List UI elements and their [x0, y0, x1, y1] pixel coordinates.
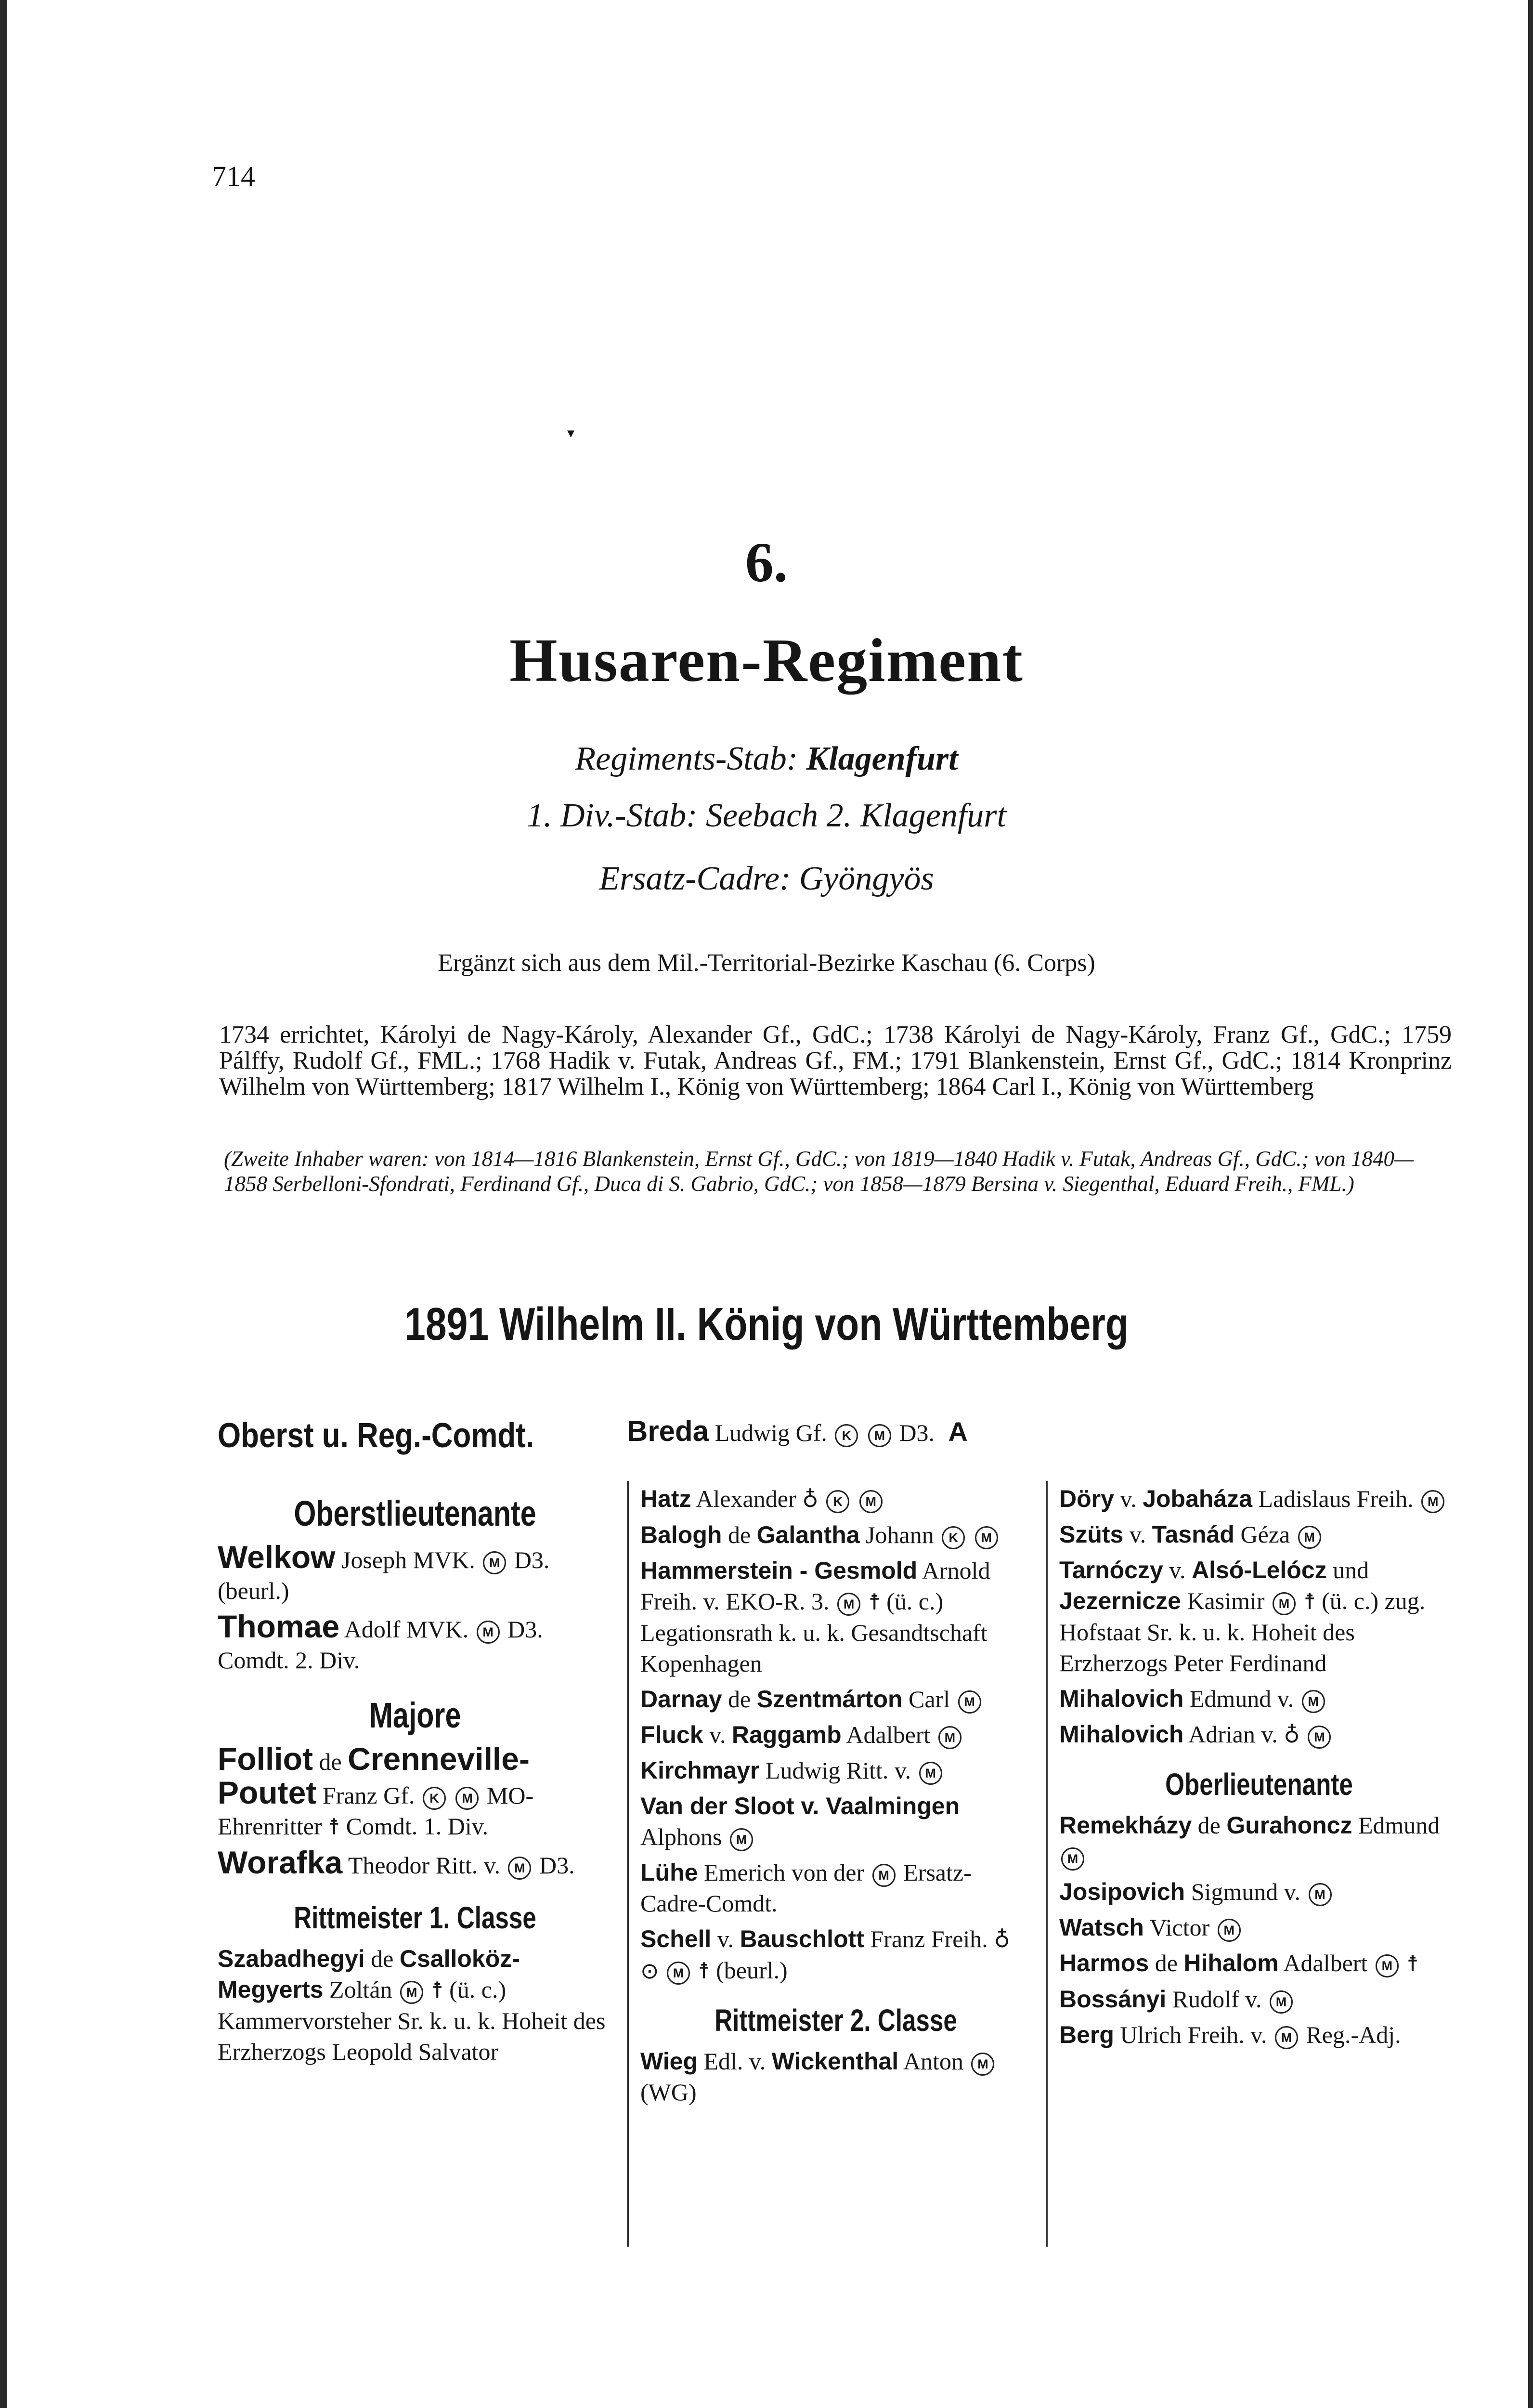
entry-kirchmayr — [640, 1755, 1031, 1786]
scan-edge-left — [0, 0, 7, 2408]
scan-edge-right — [1528, 0, 1533, 2408]
entry-name: Watsch — [1059, 1914, 1144, 1941]
m-badge-icon: M — [958, 1690, 981, 1714]
order-icon: ♁ — [802, 1486, 818, 1512]
ergaenzt-line: Ergänzt sich aus dem Mil.-Territorial-Bezirke Kaschau (6. Corps) — [438, 949, 1095, 977]
entry-name: Welkow — [218, 1539, 336, 1575]
entry-darnay — [640, 1684, 1031, 1714]
entry-text: Johann — [866, 1521, 934, 1548]
k-badge-icon: K — [826, 1490, 849, 1513]
entry-text: Comdt. 1. Div. — [346, 1813, 489, 1840]
m-badge-icon: M — [1218, 1919, 1241, 1942]
m-badge-icon: M — [1298, 1526, 1321, 1549]
entry-folliot — [218, 1743, 612, 1842]
m-badge-icon: M — [1421, 1490, 1444, 1513]
m-badge-icon: M — [1275, 2026, 1298, 2049]
entry-text: Joseph MVK. — [341, 1546, 475, 1573]
entry-text: de — [728, 1521, 751, 1548]
entry-bossanyi — [1059, 1984, 1459, 2015]
entry-hatz — [640, 1483, 1031, 1515]
order-icon: ♁ — [1284, 1722, 1300, 1748]
m-badge-icon: M — [1308, 1726, 1331, 1749]
entry-name: Jobaháza — [1143, 1485, 1253, 1512]
entry-text: Alexander — [696, 1485, 796, 1512]
entry-name: Tarnóczy — [1059, 1557, 1163, 1584]
entry-text: Adrian v. — [1188, 1721, 1278, 1748]
entry-text: Zoltán — [329, 1976, 392, 2003]
entry-text: D3. Comdt. 2. Div. — [218, 1616, 543, 1674]
entry-josipovich — [1059, 1876, 1459, 1907]
m-badge-icon: M — [837, 1593, 860, 1616]
cross-icon: ☨ — [1406, 1950, 1419, 1976]
entry-text: de — [1155, 1950, 1178, 1976]
entry-text: Adalbert — [846, 1721, 931, 1748]
entry-text: (ü. c.) Kammervorsteher Sr. k. u. k. Hoheit des Erzherzogs Leopold Salvator — [218, 1976, 606, 2065]
oberlieutenante-title: Oberlieutenante — [1165, 1767, 1353, 1802]
m-badge-icon: M — [1376, 1954, 1399, 1977]
cross-icon: ☨ — [431, 1977, 443, 2003]
m-badge-icon: M — [508, 1857, 531, 1880]
entry-name: Kirchmayr — [640, 1757, 760, 1784]
entry-text: Victor — [1149, 1914, 1210, 1941]
k-badge-icon: K — [942, 1526, 965, 1549]
entry-name: Mihalovich — [1059, 1721, 1184, 1748]
regiment-number: 6. — [745, 531, 788, 594]
entry-text: Theodor Ritt. v. — [348, 1852, 500, 1879]
entry-thomae — [218, 1611, 612, 1675]
division-stab: 1. Div.-Stab: Seebach 2. Klagenfurt — [527, 797, 1006, 834]
entry-text: Ersatz-Cadre-Comdt. — [640, 1859, 972, 1917]
entry-welkow — [218, 1539, 612, 1606]
entry-van-der-sloot — [640, 1791, 1031, 1852]
entry-text: Edmund — [1358, 1812, 1440, 1839]
entry-text: (WG) — [640, 2079, 697, 2106]
column-rule-2 — [1046, 1481, 1048, 2247]
entry-text: Ludwig Ritt. v. — [765, 1757, 911, 1784]
entry-name: Szabadhegyi — [218, 1945, 365, 1972]
entry-hammerstein — [640, 1555, 1031, 1679]
entry-worafka — [218, 1847, 612, 1881]
oberstlieutenante-title: Oberstlieutenante — [294, 1493, 536, 1533]
stray-mark: ▾ — [567, 425, 575, 441]
entry-text: MO-Ehrenritter — [218, 1782, 534, 1840]
entry-remekhazy — [1059, 1810, 1459, 1871]
entry-text: (ü. c.) Legationsrath k. u. k. Gesandtschaft Kopenhagen — [640, 1588, 987, 1677]
entry-text: v. — [717, 1925, 734, 1952]
entry-name: Bossányi — [1059, 1986, 1167, 2013]
entry-name: Lühe — [640, 1859, 698, 1886]
regiments-stab — [0, 740, 1533, 778]
entry-text: Franz Gf. — [322, 1782, 415, 1809]
column-2 — [640, 1483, 1031, 2112]
entry-name: Wieg — [640, 2048, 698, 2075]
k-badge-icon: K — [423, 1787, 446, 1810]
entry-text: Rudolf v. — [1172, 1986, 1262, 2013]
entry-text: Ladislaus Freih. — [1258, 1485, 1414, 1512]
entry-mihalovich-edmund — [1059, 1683, 1459, 1714]
m-badge-icon: M — [872, 1864, 896, 1887]
oberst-name: Breda — [627, 1415, 709, 1447]
entry-szuets — [1059, 1519, 1459, 1550]
majore-title: Majore — [369, 1695, 461, 1735]
regiment-title: Husaren-Regiment — [509, 626, 1024, 694]
entry-name: Mihalovich — [1059, 1685, 1184, 1712]
entry-text: D3. (beurl.) — [218, 1546, 550, 1604]
column-rule-1 — [627, 1481, 629, 2247]
m-badge-icon: M — [1309, 1883, 1332, 1906]
entry-name: Folliot — [218, 1741, 313, 1777]
inhaber-heading: 1891 Wilhelm II. König von Württemberg — [404, 1298, 1129, 1350]
m-badge-icon: M — [919, 1762, 942, 1785]
entry-doery — [1059, 1483, 1459, 1514]
m-badge-icon: M — [1061, 1847, 1084, 1871]
oberst-entry — [627, 1416, 968, 1448]
entry-name: Fluck — [640, 1721, 703, 1748]
entry-text: D3. — [539, 1852, 575, 1879]
cross-icon: ☨ — [1303, 1588, 1316, 1614]
entry-name: Hatz — [640, 1485, 691, 1512]
m-badge-icon: M — [859, 1490, 883, 1513]
ersatz-cadre: Ersatz-Cadre: Gyöngyös — [599, 860, 934, 897]
entry-text: Sigmund v. — [1191, 1878, 1301, 1905]
entry-name: Szüts — [1059, 1521, 1124, 1548]
entry-name: Harmos — [1059, 1950, 1149, 1976]
entry-text: Reg.-Adj. — [1306, 2021, 1401, 2048]
entry-name: Raggamb — [731, 1721, 842, 1748]
entry-name: Remekházy — [1059, 1812, 1192, 1839]
m-badge-icon: M — [400, 1981, 423, 2004]
entry-schell — [640, 1924, 1031, 1986]
m-badge-icon: M — [938, 1726, 961, 1749]
entry-text: de — [1197, 1812, 1221, 1839]
entry-text: Edl. v. — [703, 2048, 766, 2075]
column-1 — [218, 1483, 612, 2072]
entry-name: Darnay — [640, 1686, 722, 1713]
entry-watsch — [1059, 1912, 1459, 1943]
entry-balogh — [640, 1519, 1031, 1550]
entry-luehe — [640, 1857, 1031, 1919]
m-badge-icon: M — [868, 1424, 891, 1447]
cross-icon: ☨ — [868, 1589, 881, 1615]
entry-text: Ulrich Freih. v. — [1120, 2021, 1267, 2048]
oberst-label: Oberst u. Reg.-Comdt. — [218, 1416, 534, 1455]
entry-text: Franz Freih. — [870, 1925, 988, 1952]
entry-text: Géza — [1240, 1521, 1290, 1548]
entry-name: Balogh — [640, 1521, 722, 1548]
entry-fluck — [640, 1719, 1031, 1750]
entry-text: und — [1333, 1557, 1369, 1584]
m-badge-icon: M — [975, 1526, 998, 1549]
entry-text: de — [371, 1945, 394, 1972]
entry-name: Galantha — [756, 1521, 860, 1548]
entry-name: Van der Sloot v. Vaalmingen — [640, 1793, 960, 1819]
entry-name: Wickenthal — [771, 2048, 899, 2075]
column-3 — [1059, 1483, 1459, 2055]
cross-icon: ☨ — [698, 1958, 710, 1984]
entry-text: Kasimir — [1187, 1587, 1265, 1614]
entry-text: Arnold Freih. v. EKO-R. 3. — [640, 1557, 990, 1615]
entry-name: Bauschlott — [740, 1925, 864, 1952]
m-badge-icon: M — [1302, 1690, 1325, 1713]
entry-name: Jezernicze — [1059, 1587, 1181, 1614]
rittmeister-2-title: Rittmeister 2. Classe — [715, 2003, 957, 2038]
oberst-note: A — [948, 1416, 968, 1447]
m-badge-icon: M — [455, 1787, 479, 1810]
history-paragraph: 1734 errichtet, Károlyi de Nagy-Károly, Alexander Gf., GdC.; 1738 Károlyi de Nagy-Károly, Franz Gf., GdC.; 1759 Pálffy, Rudolf Gf., FML.; 1768 Hadik v. Futak, Andreas Gf., FM.; 1791 Blankenstein, Ernst Gf., GdC.; 1814 Kronprinz Wilhelm von Württemberg; 1817 Wilhelm I., König von Württemberg; 1864 Carl I., König von Württemberg — [219, 1021, 1452, 1100]
m-badge-icon: M — [477, 1621, 500, 1644]
entry-name: Josipovich — [1059, 1878, 1185, 1905]
circle-dot-icon: ⊙ — [640, 1958, 659, 1984]
entry-name: Thomae — [218, 1609, 340, 1644]
m-badge-icon: M — [730, 1828, 753, 1851]
entry-name: Csalloköz-Megyerts — [218, 1945, 520, 2003]
entry-text: v. — [1129, 1521, 1146, 1548]
entry-text: Edmund v. — [1189, 1685, 1294, 1712]
entry-text: Carl — [909, 1686, 950, 1713]
entry-harmos — [1059, 1948, 1459, 1979]
entry-name: Tasnád — [1152, 1521, 1234, 1548]
entry-text: (ü. c.) zug. Hofstaat Sr. k. u. k. Hoheit des Erzherzogs Peter Ferdinand — [1059, 1587, 1426, 1676]
entry-name: Worafka — [218, 1845, 343, 1880]
entry-text: v. — [1169, 1557, 1186, 1584]
cross-icon: ☨ — [328, 1814, 340, 1840]
m-badge-icon: M — [1270, 1990, 1293, 2014]
entry-mihalovich-adrian — [1059, 1719, 1459, 1750]
previous-owners-paragraph: (Zweite Inhaber waren: von 1814—1816 Blankenstein, Ernst Gf., GdC.; von 1819—1840 Hadik v. Futak, Andreas Gf., GdC.; von 1840—1858 Serbelloni-Sfondrati, Ferdinand Gf., Duca di S. Gabrio, GdC.; von 1858—1879 Bersina v. Siegenthal, Eduard Freih., FML.) — [224, 1147, 1414, 1196]
oberst-rest: Ludwig Gf. — [715, 1419, 827, 1446]
entry-szabadhegyi — [218, 1943, 612, 2067]
entry-text: v. — [709, 1721, 726, 1748]
entry-tarnoczy — [1059, 1555, 1459, 1678]
order-icon: ♁ — [994, 1926, 1011, 1952]
entry-berg — [1059, 2019, 1459, 2050]
entry-name: Schell — [640, 1925, 712, 1952]
entry-name: Szentmárton — [756, 1686, 903, 1713]
entry-name: Berg — [1059, 2021, 1114, 2048]
m-badge-icon: M — [1273, 1592, 1296, 1615]
rittmeister-1-title: Rittmeister 1. Classe — [294, 1900, 536, 1935]
m-badge-icon: M — [483, 1551, 506, 1574]
k-badge-icon: K — [835, 1424, 858, 1447]
entry-text: Adolf MVK. — [344, 1616, 469, 1643]
entry-text: de — [728, 1686, 751, 1713]
entry-text: Adalbert — [1283, 1950, 1368, 1976]
entry-text: Anton — [903, 2048, 963, 2075]
entry-name: Crenneville-Poutet — [218, 1741, 530, 1810]
m-badge-icon: M — [667, 1962, 690, 1985]
entry-name: Hammerstein - Gesmold — [640, 1557, 918, 1584]
m-badge-icon: M — [971, 2053, 994, 2076]
entry-text: v. — [1120, 1485, 1137, 1512]
stab-label: Regiments-Stab: — [575, 740, 806, 777]
entry-text: (beurl.) — [716, 1957, 788, 1984]
entry-text: de — [319, 1748, 342, 1775]
entry-text: Emerich von der — [703, 1859, 865, 1886]
entry-text: Alphons — [640, 1823, 722, 1850]
entry-name: Döry — [1059, 1485, 1114, 1512]
stab-place: Klagenfurt — [806, 740, 958, 777]
entry-name: Alsó-Lelócz — [1192, 1557, 1327, 1584]
entry-name: Hihalom — [1183, 1950, 1279, 1976]
oberst-suffix: D3. — [899, 1419, 935, 1446]
page-number: 714 — [212, 160, 255, 192]
entry-wieg — [640, 2046, 1031, 2107]
entry-name: Gurahoncz — [1226, 1812, 1352, 1839]
